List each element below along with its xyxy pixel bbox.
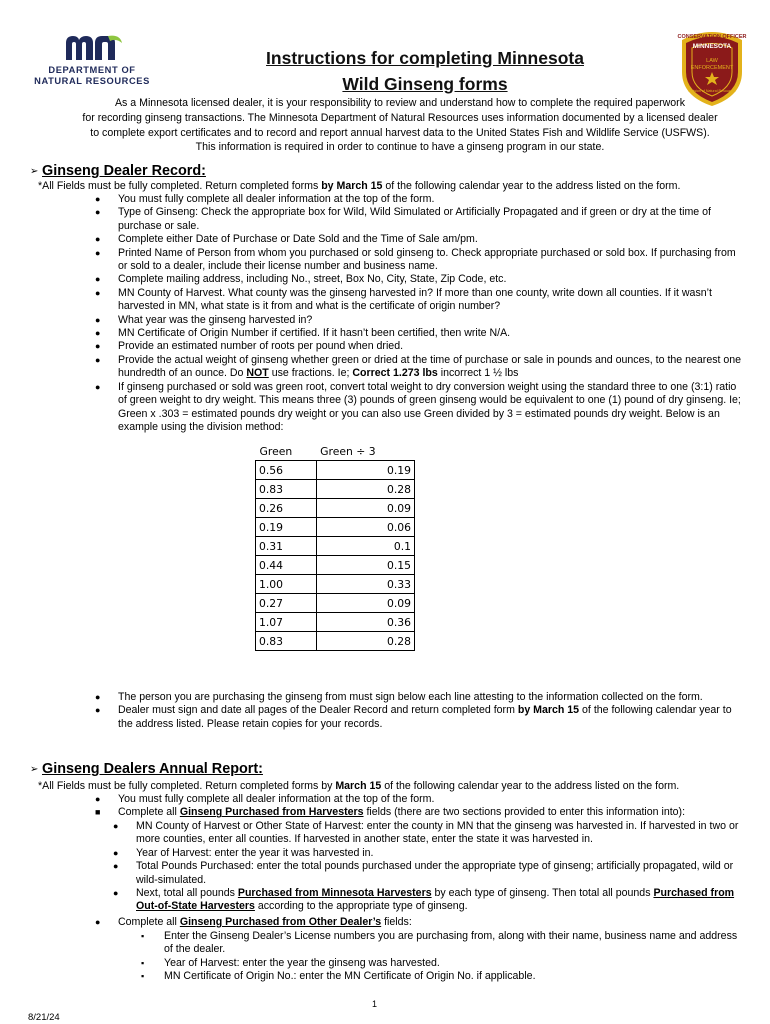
list-item-text: Complete all bbox=[118, 806, 180, 819]
list-item bbox=[113, 846, 744, 860]
bullet-icon: ● bbox=[95, 705, 101, 716]
cell-dry-estimate: 0.28 bbox=[316, 632, 414, 651]
cell-green: 0.31 bbox=[256, 537, 317, 556]
cell-dry-estimate: 0.15 bbox=[316, 556, 414, 575]
list-item-text: MN Certificate of Origin Number if certified. If it hasn’t been certified, then write N/A. bbox=[118, 327, 511, 340]
list-item bbox=[95, 286, 746, 314]
annual-report-list-b bbox=[95, 916, 746, 929]
bullet-icon: ● bbox=[113, 821, 119, 831]
annual-report-sublist-a bbox=[113, 820, 744, 914]
list-item-text: Year of Harvest: enter the year it was harvested in. bbox=[136, 846, 374, 859]
list-item bbox=[95, 916, 746, 929]
cell-dry-estimate: 0.19 bbox=[316, 461, 414, 480]
cell-dry-estimate: 0.09 bbox=[316, 594, 414, 613]
required-fields-note bbox=[38, 779, 679, 793]
square-bullet-icon: ▪ bbox=[141, 931, 145, 941]
list-item-text: Year of Harvest: enter the year the ginseng was harvested. bbox=[164, 956, 440, 969]
intro-paragraph bbox=[55, 96, 745, 155]
table-row bbox=[256, 556, 415, 575]
cell-green: 0.26 bbox=[256, 499, 317, 518]
cell-green: 0.44 bbox=[256, 556, 317, 575]
svg-text:CONSERVATION OFFICER: CONSERVATION OFFICER bbox=[677, 34, 747, 40]
list-item bbox=[95, 691, 746, 704]
list-item-text: MN Certificate of Origin No.: enter the MN Certificate of Origin No. if applicable. bbox=[164, 970, 536, 983]
field-group-name: Purchased from Minnesota Harvesters bbox=[237, 887, 432, 900]
square-bullet-icon: ■ bbox=[95, 807, 101, 818]
intro-line: to complete export certificates and to record and report annual harvest data to the United States Fish and Wildlife Service (USFWS). bbox=[90, 126, 710, 139]
dealer-record-instructions-list bbox=[95, 193, 746, 434]
logo-line-2: NATURAL RESOURCES bbox=[34, 76, 150, 86]
list-item bbox=[95, 313, 746, 327]
table-row bbox=[256, 613, 415, 632]
page-subtitle: Wild Ginseng forms bbox=[342, 74, 508, 94]
svg-text:MINNESOTA: MINNESOTA bbox=[692, 43, 732, 50]
list-item-text: use fractions. Ie; bbox=[268, 367, 353, 380]
bullet-icon: ● bbox=[95, 314, 101, 325]
cell-dry-estimate: 0.36 bbox=[316, 613, 414, 632]
cell-green: 1.07 bbox=[256, 613, 317, 632]
annual-report-sublist-b bbox=[141, 930, 744, 984]
bullet-icon: ● bbox=[95, 194, 101, 204]
cell-green: 0.19 bbox=[256, 518, 317, 537]
list-item bbox=[95, 327, 746, 340]
list-item-text: Provide the actual weight of ginseng whether green or dried at the time of purchase or sale in pounds and ounces, to the nearest one hundredth of an ounce. Do bbox=[118, 353, 742, 380]
svg-text:Division of Natural Resources: Division of Natural Resources bbox=[688, 89, 736, 93]
bullet-icon: ● bbox=[95, 207, 101, 218]
conversion-example-table bbox=[255, 443, 415, 651]
column-header-green-div-3: Green ÷ 3 bbox=[320, 445, 376, 458]
list-item-text: If ginseng purchased or sold was green root, convert total weight to dry conversion weight using the standard three to one (3:1) ratio of green weight to dry weight. This means three (3) pounds of green ginseng would be equivalent to one (1) pound of dry ginseng. Ie; Green x .303 = estimated pounds dry weight or you can also use Green divided by 3 = estimated pounds dry weight. Below is an example using the division method: bbox=[118, 380, 741, 433]
list-item bbox=[95, 806, 746, 819]
bullet-icon: ● bbox=[113, 861, 119, 872]
cell-green: 0.56 bbox=[256, 461, 317, 480]
list-item-text: You must fully complete all dealer information at the top of the form. bbox=[118, 793, 435, 805]
bullet-icon: ● bbox=[95, 234, 101, 245]
table-row bbox=[256, 537, 415, 556]
bullet-icon: ● bbox=[113, 847, 119, 858]
cell-green: 0.83 bbox=[256, 480, 317, 499]
bullet-icon: ● bbox=[95, 247, 101, 258]
list-item bbox=[95, 206, 746, 233]
bullet-icon: ● bbox=[95, 341, 101, 352]
bullet-icon: ● bbox=[95, 917, 101, 927]
bullet-icon: ● bbox=[95, 287, 101, 298]
field-group-name: Ginseng Purchased from Harvesters bbox=[179, 806, 364, 819]
bullet-icon: ● bbox=[95, 328, 101, 339]
emphasis-not: NOT bbox=[246, 367, 269, 380]
cell-dry-estimate: 0.33 bbox=[316, 575, 414, 594]
list-item bbox=[95, 704, 746, 731]
intro-line: As a Minnesota licensed dealer, it is your responsibility to review and understand how to complete the required paperwork bbox=[114, 97, 686, 109]
svg-text:LAW: LAW bbox=[706, 58, 718, 64]
list-item bbox=[95, 340, 746, 353]
list-item bbox=[141, 970, 744, 983]
list-item-text: The person you are purchasing the ginseng from must sign below each line attesting to the information collected on the form. bbox=[118, 691, 703, 703]
mn-logo-mark-icon bbox=[64, 34, 124, 60]
list-item bbox=[95, 246, 746, 274]
list-item-text: Provide an estimated number of roots per pound when dried. bbox=[118, 340, 404, 353]
note-deadline: by March 15 bbox=[321, 180, 383, 192]
bullet-icon: ● bbox=[95, 274, 101, 285]
list-item-text: Complete mailing address, including No., street, Box No, City, State, Zip Code, etc. bbox=[118, 273, 507, 286]
list-item bbox=[95, 793, 746, 806]
list-item bbox=[95, 233, 746, 246]
section-heading-text: Ginseng Dealer Record: bbox=[42, 163, 206, 179]
section-heading-annual-report bbox=[30, 760, 263, 779]
list-item bbox=[113, 887, 744, 914]
list-item-text: Enter the Ginseng Dealer’s License numbers you are purchasing from, along with their name, business name and address of the dealer. bbox=[164, 930, 738, 956]
intro-line: for recording ginseng transactions. The Minnesota Department of Natural Resources uses information documented by a licensed dealer bbox=[82, 111, 718, 124]
list-item-conversion bbox=[95, 380, 746, 435]
list-item-text: MN County of Harvest or Other State of Harvest: enter the county in MN that the ginseng was harvested in. If harvested in two or more counties, enter all counties. If harvested in another state, enter the state it was harvested in. bbox=[136, 820, 739, 846]
dnr-department-name bbox=[28, 65, 156, 87]
bullet-icon: ● bbox=[95, 381, 101, 392]
bullet-icon: ● bbox=[95, 794, 101, 804]
dnr-logo bbox=[28, 30, 163, 90]
correct-example: Correct 1.273 lbs bbox=[352, 367, 438, 380]
list-item-text: according to the appropriate type of ginseng. bbox=[254, 900, 468, 913]
annual-report-list-a bbox=[95, 793, 746, 820]
list-item-text: of the following calendar year to the address listed. Please retain copies for your records. bbox=[118, 704, 732, 730]
list-item bbox=[95, 273, 746, 286]
cell-green: 0.83 bbox=[256, 632, 317, 651]
square-bullet-icon: ▪ bbox=[141, 957, 145, 968]
table-row bbox=[256, 461, 415, 480]
list-item bbox=[141, 930, 744, 957]
table-row bbox=[256, 594, 415, 613]
list-item-text: fields (there are two sections provided to enter this information into): bbox=[363, 806, 686, 819]
field-group-name: Ginseng Purchased from Other Dealer’s bbox=[179, 916, 382, 928]
arrow-bullet-icon: ➢ bbox=[30, 764, 39, 775]
dealer-record-signature-list bbox=[95, 691, 746, 731]
list-item bbox=[113, 860, 744, 887]
note-text: *All Fields must be fully completed. Return completed forms by bbox=[38, 780, 336, 792]
cell-dry-estimate: 0.09 bbox=[316, 499, 414, 518]
note-deadline: March 15 bbox=[335, 780, 382, 792]
list-item-text: Complete all bbox=[118, 916, 180, 928]
page-number: 1 bbox=[372, 999, 378, 1009]
table-row bbox=[256, 499, 415, 518]
note-text: of the following calendar year to the address listed on the form. bbox=[381, 780, 680, 792]
note-text: of the following calendar year to the address listed on the form. bbox=[382, 180, 681, 192]
list-item-text: MN County of Harvest. What county was the ginseng harvested in? If more than one county, write down all counties. If it wasn’t harvested in MN, what state is it from and what is the certificate of origin number? bbox=[118, 286, 712, 313]
bullet-icon: ● bbox=[95, 354, 101, 365]
svg-text:ENFORCEMENT: ENFORCEMENT bbox=[690, 65, 734, 71]
bullet-icon: ● bbox=[113, 888, 119, 899]
deadline: by March 15 bbox=[517, 704, 580, 717]
list-item-text: Complete either Date of Purchase or Date Sold and the Time of Sale am/pm. bbox=[118, 233, 478, 246]
table-row bbox=[256, 518, 415, 537]
list-item-text: by each type of ginseng. Then total all pounds bbox=[431, 887, 654, 900]
cell-green: 1.00 bbox=[256, 575, 317, 594]
list-item-weight bbox=[95, 353, 746, 381]
table-row bbox=[256, 480, 415, 499]
square-bullet-icon: ▪ bbox=[141, 971, 145, 982]
logo-line-1: DEPARTMENT OF bbox=[48, 65, 136, 75]
field-group-name: Purchased from Out-of-State Harvesters bbox=[136, 887, 735, 913]
bullet-icon: ● bbox=[95, 692, 101, 702]
cell-dry-estimate: 0.28 bbox=[316, 480, 414, 499]
note-text: *All Fields must be fully completed. Return completed forms bbox=[38, 180, 322, 192]
list-item-text: fields: bbox=[381, 916, 412, 928]
page-title: Instructions for completing Minnesota bbox=[266, 48, 584, 68]
cell-dry-estimate: 0.06 bbox=[316, 518, 414, 537]
incorrect-example: incorrect 1 ½ lbs bbox=[437, 367, 519, 380]
cell-dry-estimate: 0.1 bbox=[316, 537, 414, 556]
list-item-text: Total Pounds Purchased: enter the total pounds purchased under the appropriate type of ginseng; artificially propagated, wild or wild-simulated. bbox=[136, 860, 734, 886]
table-row bbox=[256, 575, 415, 594]
section-heading-text: Ginseng Dealers Annual Report: bbox=[42, 761, 263, 777]
required-fields-note bbox=[38, 179, 680, 193]
table-row bbox=[256, 632, 415, 651]
list-item-text: Printed Name of Person from whom you purchased or sold ginseng to. Check appropriate purchased or sold box. If purchasing from or sold to a dealer, include their license number and business name. bbox=[118, 246, 736, 273]
revision-date: 8/21/24 bbox=[28, 1012, 60, 1023]
table-header-row bbox=[256, 443, 415, 461]
list-item-text: What year was the ginseng harvested in? bbox=[118, 313, 313, 326]
cell-green: 0.27 bbox=[256, 594, 317, 613]
list-item bbox=[113, 820, 744, 847]
list-item bbox=[95, 193, 746, 206]
list-item-text: Next, total all pounds bbox=[136, 887, 238, 900]
arrow-bullet-icon: ➢ bbox=[30, 166, 39, 177]
intro-line: This information is required in order to continue to have a ginseng program in our state. bbox=[195, 141, 605, 154]
list-item-text: Dealer must sign and date all pages of the Dealer Record and return completed form bbox=[118, 704, 518, 717]
column-header-green: Green bbox=[259, 445, 293, 458]
list-item-text: You must fully complete all dealer information at the top of the form. bbox=[118, 193, 435, 205]
list-item bbox=[141, 956, 744, 970]
list-item-text: Type of Ginseng: Check the appropriate box for Wild, Wild Simulated or Artificially Propagated and if green or dry at the time of purchase or sale. bbox=[118, 206, 711, 232]
